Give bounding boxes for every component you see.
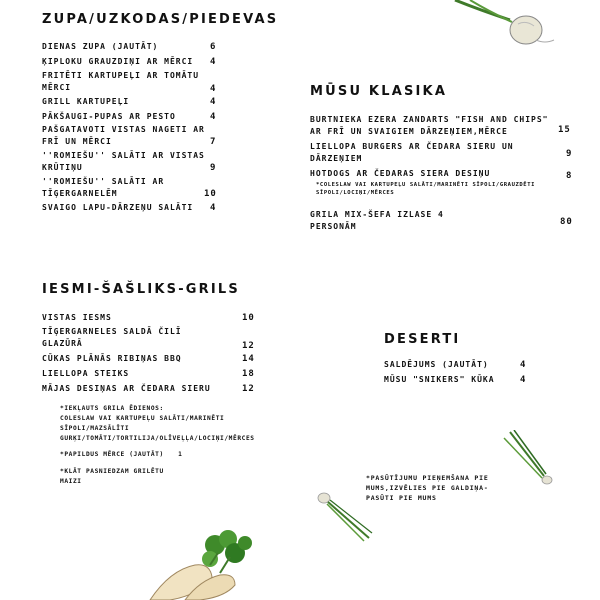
spring-onion-illustration	[314, 488, 374, 543]
item-name: BURTNIEKA EZERA ZANDARTS "FISH AND CHIPS" AR FRĪ UN SVAIGIEM DĀRZEŅIEM,MĒRCE	[310, 115, 549, 136]
section-soups	[42, 12, 279, 214]
section-desserts	[384, 332, 544, 386]
item-price: 7	[210, 137, 217, 147]
item-price: 80	[560, 217, 573, 227]
item-name: HOTDOGS AR ČEDARAS SIERA DESIŅU	[310, 169, 491, 178]
menu-item	[42, 368, 282, 380]
menu-item	[42, 41, 222, 53]
extra-sauce-price: 1	[178, 451, 183, 458]
menu-item	[42, 111, 222, 123]
item-price: 4	[210, 112, 217, 122]
item-price: 18	[242, 369, 255, 379]
item-name: LIELLOPA STEIKS	[42, 369, 130, 378]
menu-item	[42, 353, 282, 365]
item-name: SVAIGO LAPU-DĀRZEŅU SALĀTI	[42, 203, 194, 212]
item-name: ''ROMIEŠU'' SALĀTI AR TĪĢERGARNELĒM	[42, 177, 165, 198]
item-price: 9	[566, 149, 573, 159]
item-price: 10	[204, 189, 217, 199]
menu-item	[42, 312, 282, 324]
item-name: CŪKAS PLĀNĀS RIBIŅAS BBQ	[42, 354, 182, 363]
item-price: 8	[566, 171, 573, 181]
menu-item	[42, 326, 282, 350]
menu-item	[310, 114, 580, 138]
onion-illustration	[450, 0, 560, 55]
item-name: ĶIPLOKU GRAUZDIŅI AR MĒRCI	[42, 57, 194, 66]
item-name: PĀKŠAUGI-PUPAS AR PESTO	[42, 112, 176, 121]
menu-item	[42, 96, 222, 108]
section-title-soups: ZUPA/UZKODAS/PIEDEVAS	[42, 12, 279, 27]
item-name: GRILL KARTUPEĻI	[42, 97, 130, 106]
item-price: 12	[242, 384, 255, 394]
item-name: FRITĒTI KARTUPEĻI AR TOMĀTU MĒRCI	[42, 71, 200, 92]
menu-item	[42, 124, 222, 148]
item-price: 4	[520, 375, 527, 385]
item-price: 15	[558, 125, 571, 135]
extra-sauce-note	[60, 451, 282, 460]
menu-item	[42, 202, 222, 214]
item-price: 14	[242, 354, 255, 364]
item-name: VISTAS IESMS	[42, 313, 112, 322]
item-name: SALDĒJUMS (JAUTĀT)	[384, 360, 489, 369]
spring-onion-illustration	[500, 430, 560, 490]
item-price: 6	[210, 42, 217, 52]
bread-note: *KLĀT PASNIEDZAM GRILĒTU MAIZI	[60, 467, 164, 485]
menu-item	[384, 374, 544, 386]
item-name: MĀJAS DESIŅAS AR ČEDARA SIERU	[42, 384, 211, 393]
section-grill	[42, 282, 282, 487]
item-price: 4	[210, 97, 217, 107]
item-note: *COLESLAW VAI KARTUPEĻU SALĀTI/MARINĒTI SĪPOLI/GRAUZDĒTI SĪPOLI/LOCIŅI/MĒRCES	[316, 182, 536, 196]
extra-sauce-label: *PAPILDUS MĒRCE (JAUTĀT)	[60, 451, 164, 458]
menu-item	[42, 150, 222, 174]
ordering-note: *PASŪTĪJUMU PIEŅEMŠANA PIE MUMS,IZVĒLIES PIE GALDIŅA- PASŪTI PIE MUMS	[366, 474, 489, 502]
menu-item	[42, 383, 282, 395]
item-price: 9	[210, 163, 217, 173]
menu-item	[42, 56, 222, 68]
item-price: 4	[210, 203, 217, 213]
item-price: 10	[242, 313, 255, 323]
menu-item	[42, 70, 222, 94]
item-price: 12	[242, 341, 255, 351]
menu-item	[310, 209, 580, 233]
menu-item	[42, 176, 222, 200]
item-name: LIELLOPA BURGERS AR ČEDARA SIERU UN DĀRZEŅIEM	[310, 142, 514, 163]
section-classics	[310, 84, 580, 233]
item-name: TĪĢERGARNELES SALDĀ ČILĪ GLAZŪRĀ	[42, 327, 182, 348]
item-price: 4	[210, 84, 217, 94]
menu-item	[310, 141, 580, 165]
section-title-desserts: DESERTI	[384, 332, 461, 347]
section-title-classics: MŪSU KLASIKA	[310, 84, 448, 99]
item-price: 4	[210, 57, 217, 67]
grill-included-note: *IEKĻAUTS GRILA ĒDIENOS: COLESLAW VAI KARTUPEĻU SALĀTI/MARINĒTI SĪPOLI/MAZSĀLĪTI GURĶI/TOMĀTI/TORTILIJA/OLĪVEĻĻA/LOCIŅI/MĒRCES	[60, 405, 255, 442]
item-name: MŪSU "SNIKERS" KŪKA	[384, 375, 495, 384]
item-name: ''ROMIEŠU'' SALĀTI AR VISTAS KRŪTIŅU	[42, 151, 205, 172]
menu-item	[384, 359, 544, 371]
item-price: 4	[520, 360, 527, 370]
item-name: DIENAS ZUPA (JAUTĀT)	[42, 42, 159, 51]
parsnip-illustration	[140, 525, 270, 600]
item-name: GRILA MIX-ŠEFA IZLASE 4 PERSONĀM	[310, 210, 444, 231]
menu-item	[310, 168, 580, 197]
item-name: PAŠGATAVOTI VISTAS NAGETI AR FRĪ UN MĒRCI	[42, 125, 205, 146]
section-title-grill: IESMI-ŠAŠLIKS-GRILS	[42, 282, 240, 297]
